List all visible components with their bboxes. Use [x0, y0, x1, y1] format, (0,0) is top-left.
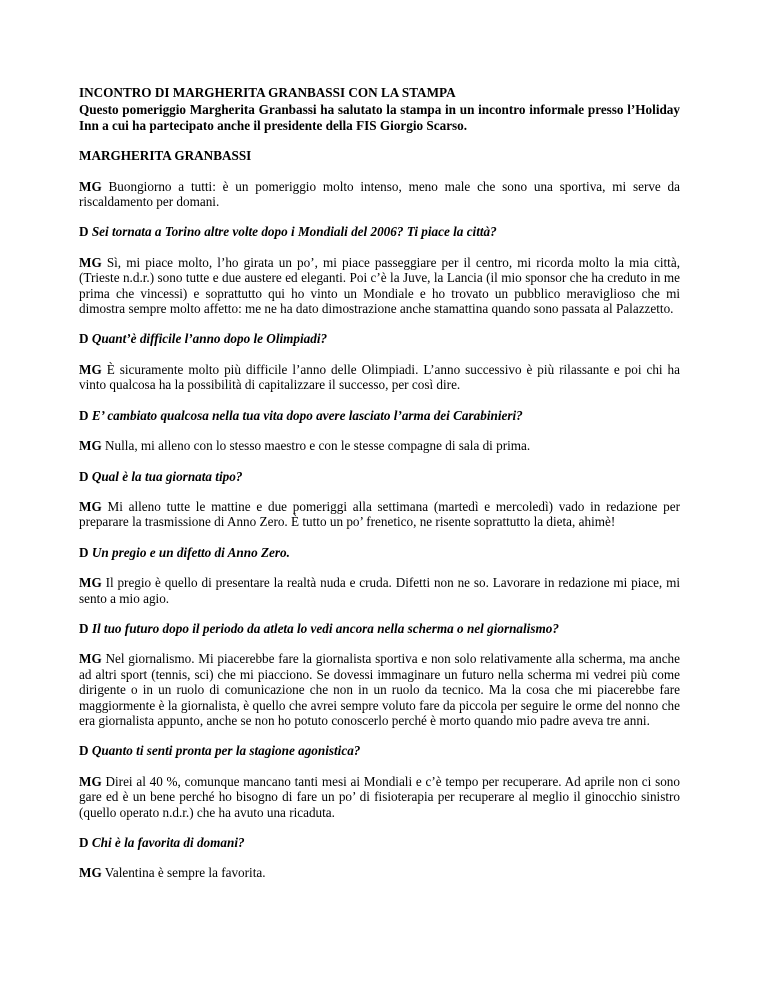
answer — [79, 438, 680, 453]
question-text: Sei tornata a Torino altre volte dopo i Mondiali del 2006? Ti piace la città? — [91, 224, 497, 240]
question-prefix: D — [79, 835, 89, 850]
question-prefix: D — [79, 331, 89, 347]
question-prefix: D — [79, 620, 89, 636]
speaker-label: MG — [79, 498, 102, 514]
speaker-label: MG — [79, 438, 102, 454]
speaker-label: MG — [79, 575, 102, 591]
question-prefix: D — [79, 468, 89, 484]
answer — [79, 255, 680, 317]
question-prefix: D — [79, 407, 89, 423]
answer — [79, 774, 680, 820]
question — [79, 743, 680, 758]
question-text: Chi è la favorita di domani? — [91, 835, 245, 850]
document-intro: Questo pomeriggio Margherita Granbassi ha salutato la stampa in un incontro informale presso l’Holiday Inn a cui ha partecipato anche il presidente della FIS Giorgio Scarso. — [79, 102, 680, 133]
speaker-label: MG — [79, 361, 102, 377]
answer-text: Buongiorno a tutti: è un pomeriggio molto intenso, meno male che sono una sportiva, mi serve da riscaldamento per domani. — [79, 178, 681, 210]
question-prefix: D — [79, 224, 89, 240]
answer-text: Mi alleno tutte le mattine e due pomeriggi alla settimana (martedì e mercoledì) vado in redazione per preparare la trasmissione di Anno Zero. È tutto un po’ frenetico, ne risente soprattutto la dieta, ahimè! — [79, 498, 681, 530]
answer-text: Sì, mi piace molto, l’ho girata un po’, mi piace passeggiare per il centro, mi ricorda molto la mia città, (Trieste n.d.r.) sono tutte e due austere ed eleganti. Poi c’è la Juve, la Lancia (il mio sponsor che ha creduto in me prima che vincessi) e soprattutto qui ho vinto un Mondiale e ho trovato un pubblico meraviglioso che mi dimostra sempre molto affetto: me ne ha dato dimostrazione anche stamattina quando sono passata al Palazzetto. — [79, 254, 680, 317]
speaker-label: MG — [79, 773, 102, 789]
answer-text: Valentina è sempre la favorita. — [104, 865, 266, 881]
question-text: Quanto ti senti pronta per la stagione agonistica? — [91, 743, 361, 759]
document-content — [79, 80, 680, 881]
question-text: Qual è la tua giornata tipo? — [91, 468, 243, 484]
answer-text: Il pregio è quello di presentare la realtà nuda e cruda. Difetti non ne so. Lavorare in redazione mi piace, mi sento a mio agio. — [79, 575, 680, 606]
answer-text: Direi al 40 %, comunque mancano tanti mesi ai Mondiali e c’è tempo per recuperare. Ad aprile non ci sono gare ed è un bene perché ho bisogno di fare un po’ di fisioterapia per recuperare al meglio il ginocchio sinistro (quello operato n.d.r.) che ha avuto una ricaduta. — [79, 773, 680, 820]
question — [79, 835, 680, 850]
question — [79, 224, 680, 239]
speaker-label: MG — [79, 178, 102, 194]
speaker-label: MG — [79, 254, 102, 270]
section-heading: MARGHERITA GRANBASSI — [79, 148, 252, 164]
question — [79, 469, 680, 484]
answer — [79, 865, 680, 880]
speaker-label: MG — [79, 651, 102, 667]
opening-statement — [79, 179, 680, 210]
question — [79, 621, 680, 636]
document-title: INCONTRO DI MARGHERITA GRANBASSI CON LA STAMPA — [79, 85, 456, 100]
question-prefix: D — [79, 743, 89, 759]
question — [79, 545, 680, 560]
question-text: Quant’è difficile l’anno dopo le Olimpiadi? — [91, 331, 328, 347]
answer-text: Nulla, mi alleno con lo stesso maestro e con le stesse compagne di sala di prima. — [105, 438, 531, 454]
speaker-label: MG — [79, 865, 102, 881]
question-prefix: D — [79, 544, 89, 560]
question — [79, 331, 680, 346]
question-text: Un pregio e un difetto di Anno Zero. — [91, 544, 290, 560]
answer — [79, 575, 680, 606]
answer-text: È sicuramente molto più difficile l’anno delle Olimpiadi. L’anno successivo è più rilassante e poi chi ha vinto qualcosa ha la possibilità di capitalizzare il successo, per così dire. — [79, 361, 681, 393]
answer — [79, 651, 680, 728]
question-text: E’ cambiato qualcosa nella tua vita dopo avere lasciato l’arma dei Carabinieri? — [91, 407, 523, 423]
question-text: Il tuo futuro dopo il periodo da atleta lo vedi ancora nella scherma o nel giornalismo? — [91, 620, 559, 636]
answer — [79, 499, 680, 530]
answer — [79, 362, 680, 393]
answer-text: Nel giornalismo. Mi piacerebbe fare la giornalista sportiva e non solo relativamente alla scherma, ma anche ad altri sport (tennis, sci) che mi piacciono. Se dovessi immaginare un futuro nella scherma mi vedrei più come dirigente o in un ruolo di comunicazione che non in un ruolo da tecnico. Ma la cosa che mi piacerebbe fare maggiormente è la giornalista, è quello che avrei sempre voluto fare da piccola per seguire le orme del nonno che era giornalista appunto, anche se non ho potuto conoscerlo perché è morto quando mio padre aveva tre anni. — [79, 651, 681, 728]
question — [79, 408, 680, 423]
